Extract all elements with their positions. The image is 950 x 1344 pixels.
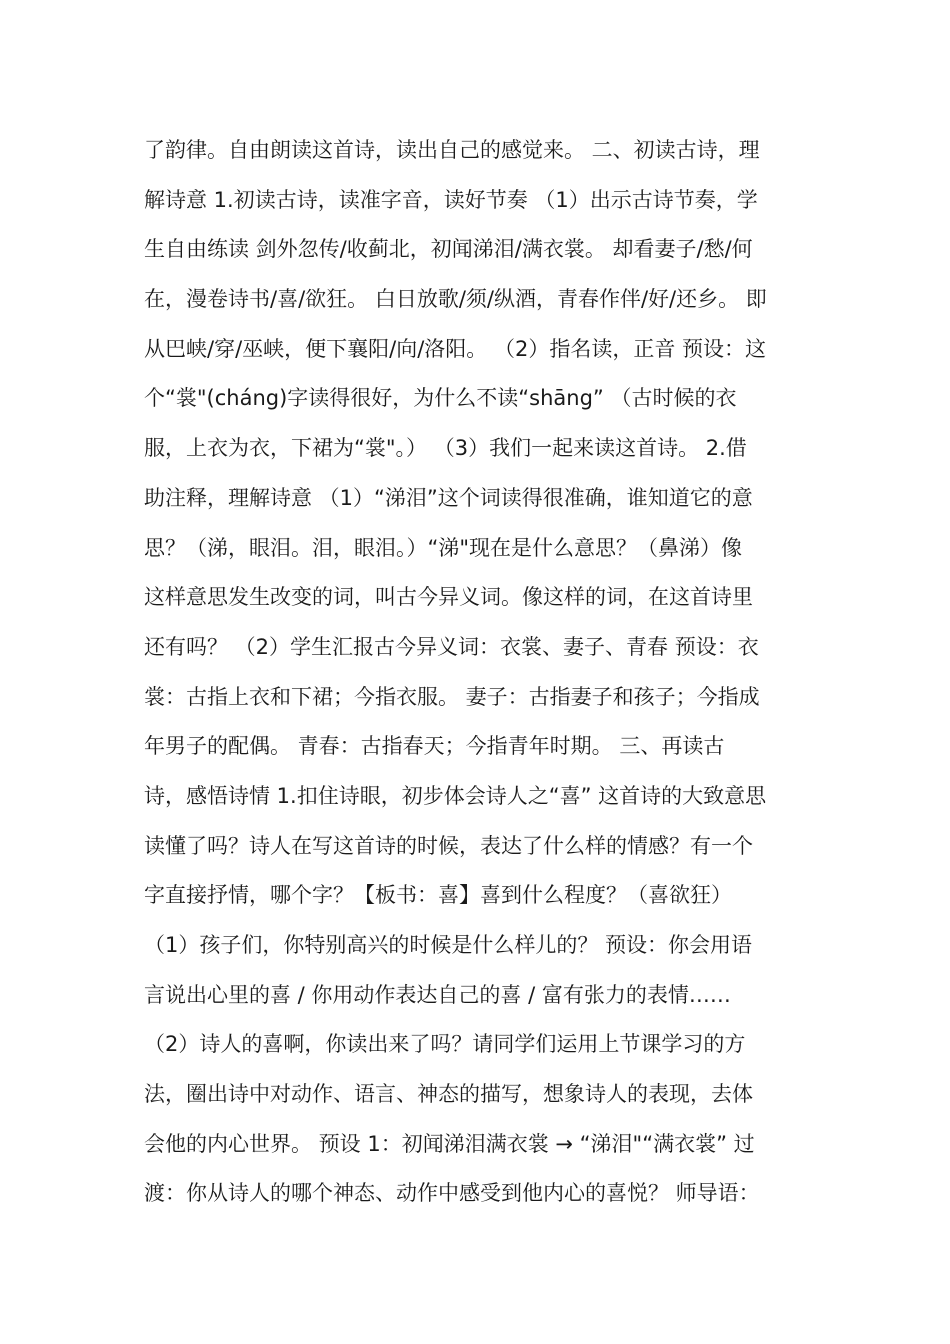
text-line: 这样意思发生改变的词，叫古今异义词。像这样的词，在这首诗里	[144, 585, 753, 610]
text-line: （1）孩子们，你特别高兴的时候是什么样儿的？ 预设：你会用语	[144, 933, 753, 957]
text-line: 个“裳"(cháng)字读得很好，为什么不读“shāng” （古时候的衣	[144, 386, 737, 411]
text-line: 服，上衣为衣，下裙为“裳"。） （3）我们一起来读这首诗。 2.借	[144, 436, 747, 461]
text-line: 言说出心里的喜 / 你用动作表达自己的喜 / 富有张力的表情……	[144, 982, 731, 1007]
text-line: 了韵律。自由朗读这首诗，读出自己的感觉来。 二、初读古诗，理	[144, 138, 760, 162]
text-line: 助注释，理解诗意 （1）“涕泪”这个词读得很准确，谁知道它的意	[144, 485, 753, 510]
text-line: 生自由练读 剑外忽传/收蓟北，初闻涕泪/满衣裳。 却看妻子/愁/何	[144, 237, 753, 262]
text-line: 裳：古指上衣和下裙；今指衣服。 妻子：古指妻子和孩子；今指成	[144, 684, 760, 709]
text-line: 还有吗？ （2）学生汇报古今异义词：衣裳、妻子、青春 预设：衣	[144, 634, 759, 659]
text-line: 解诗意 1.初读古诗，读准字音，读好节奏 （1）出示古诗节奏，学	[144, 187, 758, 212]
text-line: 从巴峡/穿/巫峡，便下襄阳/向/洛阳。 （2）指名读，正音 预设：这	[144, 336, 767, 361]
text-line: 渡：你从诗人的哪个神态、动作中感受到他内心的喜悦？ 师导语：	[144, 1181, 760, 1206]
body-text	[144, 126, 824, 1219]
text-line: 诗，感悟诗情 1.扣住诗眼，初步体会诗人之“喜” 这首诗的大致意思	[144, 783, 767, 808]
text-line: 字直接抒情，哪个字？【板书：喜】喜到什么程度？（喜欲狂）	[144, 883, 732, 908]
text-line: 法，圈出诗中对动作、语言、神态的描写，想象诗人的表现，去体	[144, 1082, 753, 1107]
text-line: 在，漫卷诗书/喜/欲狂。 白日放歌/须/纵酒，青春作伴/好/还乡。 即	[144, 287, 767, 312]
text-line: 会他的内心世界。 预设 1：初闻涕泪满衣裳 → “涕泪"“满衣裳” 过	[144, 1131, 755, 1156]
text-line: 读懂了吗？诗人在写这首诗的时候，表达了什么样的情感？有一个	[144, 833, 753, 858]
text-line: 年男子的配偶。 青春：古指春天；今指青年时期。 三、再读古	[144, 734, 725, 759]
text-line: 思？（涕，眼泪。泪，眼泪。）“涕"现在是什么意思？（鼻涕）像	[144, 535, 743, 560]
text-line: （2）诗人的喜啊，你读出来了吗？请同学们运用上节课学习的方	[144, 1032, 746, 1057]
